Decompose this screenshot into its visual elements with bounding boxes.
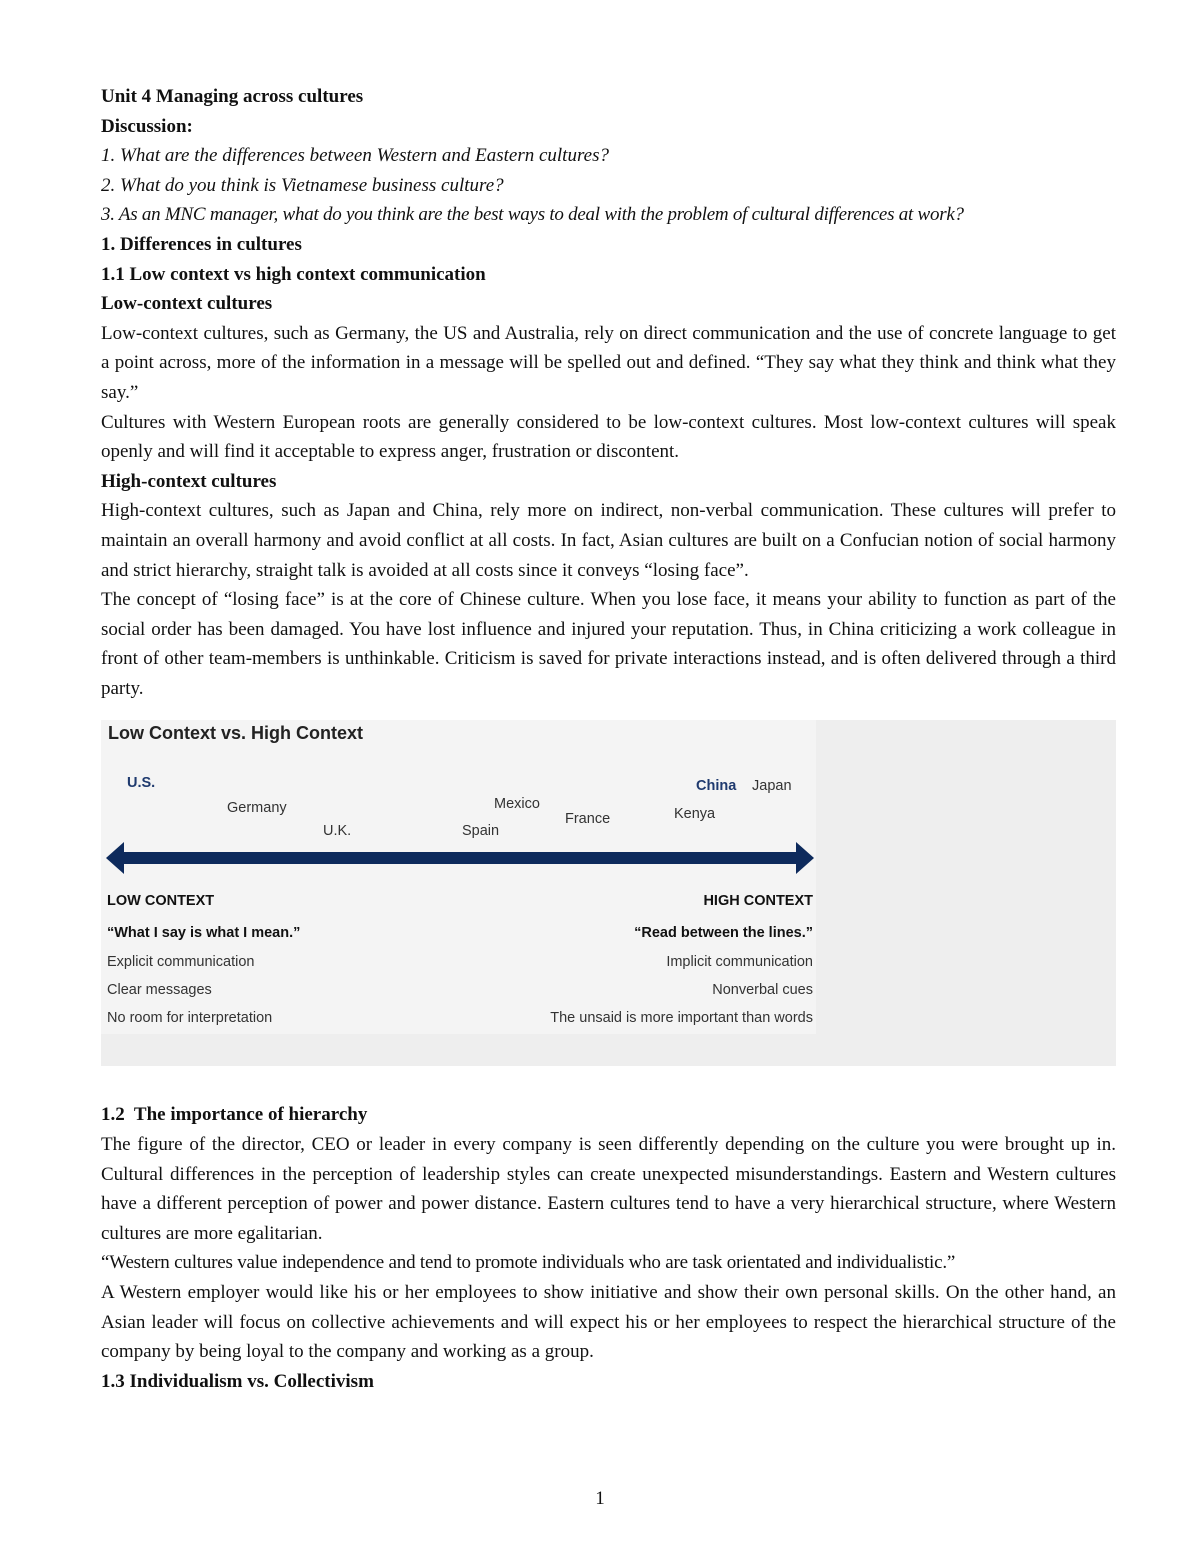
country-us: U.S. [127,775,156,792]
context-figure [101,720,1116,1066]
discussion-heading: Discussion: [101,115,193,137]
subsection-heading: 1.1 Low context vs high context communication [101,263,486,285]
figure-title: Low Context vs. High Context [108,723,364,744]
country-mexico: Mexico [494,796,540,813]
body-paragraph: The figure of the director, CEO or leader in every company is seen differently depending on the culture you were brought up in. Cultural differences in the perception of leadership styles can create unexpected misunderstandings. Eastern and Western cultures have a different perception of power and power distance. Eastern cultures tend to have a very hierarchical structure, where Western cultures are more egalitarian. [101,1134,1116,1244]
low-context-heading: Low-context cultures [101,293,273,315]
high-context-quote: “Read between the lines.” [634,925,813,942]
high-context-label: HIGH CONTEXT [703,893,813,910]
body-paragraph: “Western cultures value independence and tend to promote individuals who are task orientated and individualistic.” [101,1252,956,1274]
low-context-label: LOW CONTEXT [107,893,215,910]
document-page [101,82,1116,1396]
country-kenya: Kenya [674,806,716,823]
low-context-item: Explicit communication [107,954,255,971]
body-paragraph: Cultures with Western European roots are generally considered to be low-context cultures. Most low-context cultures will speak openly and will find it acceptable to express anger, frustration or discontent. [101,411,1116,463]
page-number: 1 [595,1488,605,1509]
low-context-item: Clear messages [107,982,212,999]
double-arrow-icon [106,840,814,876]
low-context-item: No room for interpretation [107,1010,273,1027]
country-uk: U.K. [323,823,352,840]
body-paragraph: High-context cultures, such as Japan and China, rely more on indirect, non-verbal communication. These cultures will prefer to maintain an overall harmony and avoid conflict at all costs. In fact, Asian cultures are built on a Confucian notion of social harmony and strict hierarchy, straight talk is avoided at all costs since it conveys “losing face”. [101,500,1116,581]
country-japan: Japan [752,778,792,795]
body-paragraph: A Western employer would like his or her employees to show initiative and show their own personal skills. On the other hand, an Asian leader will focus on collective achievements and will expect his or her employees to respect the hierarchical structure of the company by being loyal to the company and working as a group. [101,1282,1116,1363]
country-china: China [696,778,737,795]
subsection-heading: 1.3 Individualism vs. Collectivism [101,1370,374,1392]
document-title: Unit 4 Managing across cultures [101,86,364,107]
body-paragraph: Low-context cultures, such as Germany, the US and Australia, rely on direct communication and the use of concrete language to get a point across, more of the information in a message will be spelled out and defined. “They say what they think and think what they say.” [101,322,1116,403]
discussion-question: 3. As an MNC manager, what do you think are the best ways to deal with the problem of cultural differences at work? [101,204,964,226]
high-context-heading: High-context cultures [101,470,277,492]
discussion-question: 2. What do you think is Vietnamese business culture? [101,174,504,196]
high-context-item: Implicit communication [666,954,813,971]
context-figure-image [101,720,816,1034]
country-spain: Spain [462,823,500,840]
high-context-item: The unsaid is more important than words [550,1010,813,1027]
subsection-heading: 1.2 The importance of hierarchy [101,1104,368,1126]
high-context-item: Nonverbal cues [712,982,813,999]
discussion-question: 1. What are the differences between Western and Eastern cultures? [101,145,609,167]
body-paragraph: The concept of “losing face” is at the core of Chinese culture. When you lose face, it means your ability to function as part of the social order has been damaged. You have lost influence and injured your reputation. Thus, in China criticizing a work colleague in front of other team-members is unthinkable. Criticism is saved for private interactions instead, and is often delivered through a third party. [101,589,1116,699]
low-context-quote: “What I say is what I mean.” [107,925,301,942]
country-germany: Germany [227,800,287,817]
country-france: France [565,811,611,828]
section-heading: 1. Differences in cultures [101,233,302,255]
